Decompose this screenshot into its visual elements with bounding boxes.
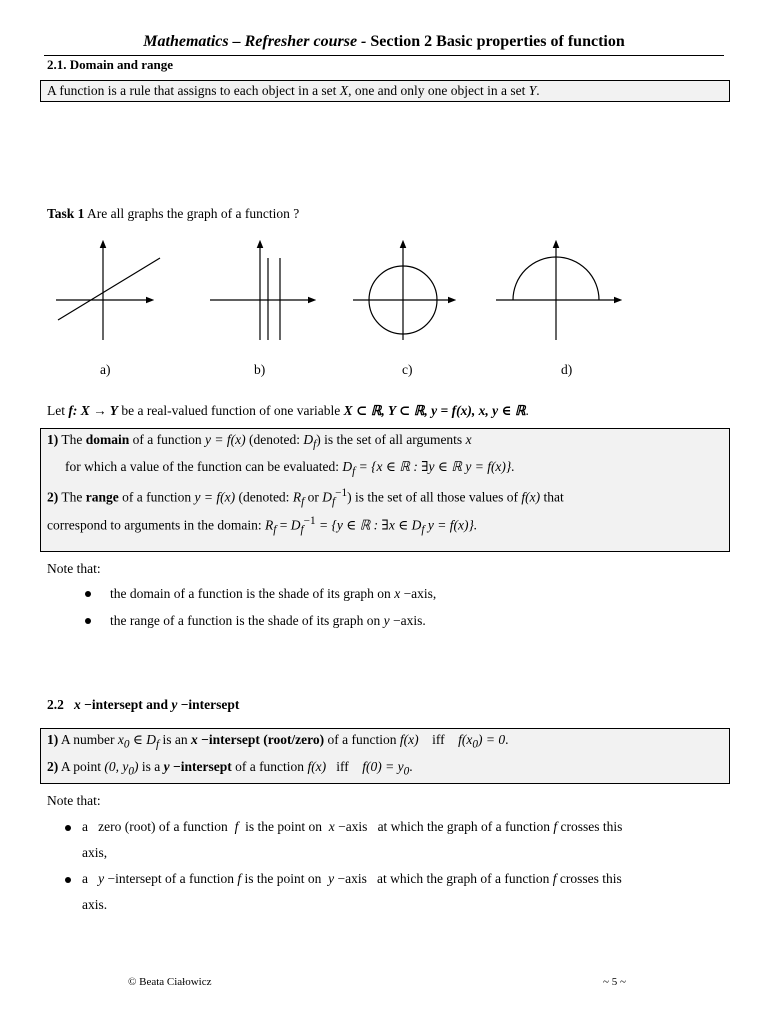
bullet-icon [65, 825, 71, 831]
task-1-label: Task 1 [47, 206, 85, 221]
header-rule [44, 55, 724, 56]
let-mapping: f: X → Y [68, 403, 118, 418]
course-title: Mathematics – Refresher course - [143, 33, 367, 50]
graph-b-vertical-lines [210, 244, 312, 340]
graph-a-line [56, 244, 160, 340]
range-definition: 2) The range of a function y = f(x) (denoted: $R_f$ or $D_f^{-1}$) is the set of all those values of f(x) that [47, 487, 564, 509]
let-text-b: be a real-valued function of one variable [118, 403, 344, 418]
page-header [0, 33, 768, 51]
def-text-b: , one and only one object in a set [348, 83, 529, 98]
bullet-icon [65, 877, 71, 883]
footer-page-number: ~ 5 ~ [603, 976, 626, 988]
note-1-item-1: the domain of a function is the shade of its graph on x −axis, [110, 586, 437, 601]
def-set-x: X [339, 83, 349, 98]
y-intercept-definition: 2) A point (0, $y_0$) is a y −intersept of a function f(x) iff $f(0) = y_0$. [47, 759, 413, 778]
note-2-item-2: a y −intersept of a function f is the point on y −axis at which the graph of a function f crosses this [82, 871, 622, 886]
graph-label-a: a) [100, 362, 111, 377]
domain-definition: 1) The domain of a function y = f(x) (denoted: $D_f$) is the set of all arguments x [47, 432, 472, 451]
task-1-text: Are all graphs the graph of a function ? [84, 206, 300, 221]
graph-label-c: c) [402, 362, 413, 377]
domain-formula-line: for which a value of the function can be evaluated: $D_f = \{x$ ∈ ℝ : ∃y ∈ ℝ y = f(x)}. [65, 459, 515, 478]
def-text-c: . [536, 83, 540, 98]
def-set-y: Y [528, 83, 537, 98]
intercepts-box [40, 728, 730, 784]
bullet-icon [85, 591, 91, 597]
domain-range-box [40, 428, 730, 552]
graph-label-b: b) [254, 362, 266, 377]
x-intercept-definition: 1) A number $x_0$ ∈ $D_f$ is an x −intersept (root/zero) of a function f(x) iff $f(x_0) = 0$. [47, 732, 509, 751]
range-formula-line: correspond to arguments in the domain: $R_f = D_f^{-1} = \{y$ ∈ ℝ : ∃x ∈ $D_f$ y = f(x)}. [47, 515, 478, 537]
graph-c-circle [353, 244, 452, 340]
let-text-d: . [525, 403, 529, 418]
function-definition-box [40, 80, 730, 102]
bullet-icon [85, 618, 91, 624]
section-2-2-heading: 2.2 x −intersept and y −intersept [47, 697, 240, 712]
def-text-a: A function is a rule that assigns to each object in a set [47, 83, 340, 98]
note-1-item-2: the range of a function is the shade of its graph on y −axis. [110, 613, 426, 628]
note-2-item-1: a zero (root) of a function f is the point on x −axis at which the graph of a function f crosses this [82, 819, 623, 834]
note-2-title: Note that: [47, 793, 101, 808]
note-2-item-2-cont: axis. [82, 897, 108, 912]
graph-d-semicircle [496, 244, 618, 340]
function-graphs [50, 238, 660, 348]
graph-label-d: d) [561, 362, 573, 377]
section-2-1-heading: 2.1. Domain and range [47, 57, 174, 72]
let-conditions: X ⊂ ℝ, Y ⊂ ℝ, y = f(x), x, y ∈ ℝ [343, 403, 526, 418]
footer-author: © Beata Ciałowicz [128, 976, 212, 988]
note-2-item-1-cont: axis, [82, 845, 108, 860]
task-1 [47, 206, 299, 222]
note-1-title: Note that: [47, 561, 101, 576]
let-text-a: Let [47, 403, 69, 418]
section-title: Section 2 Basic properties of function [370, 33, 625, 50]
let-statement [47, 403, 529, 419]
